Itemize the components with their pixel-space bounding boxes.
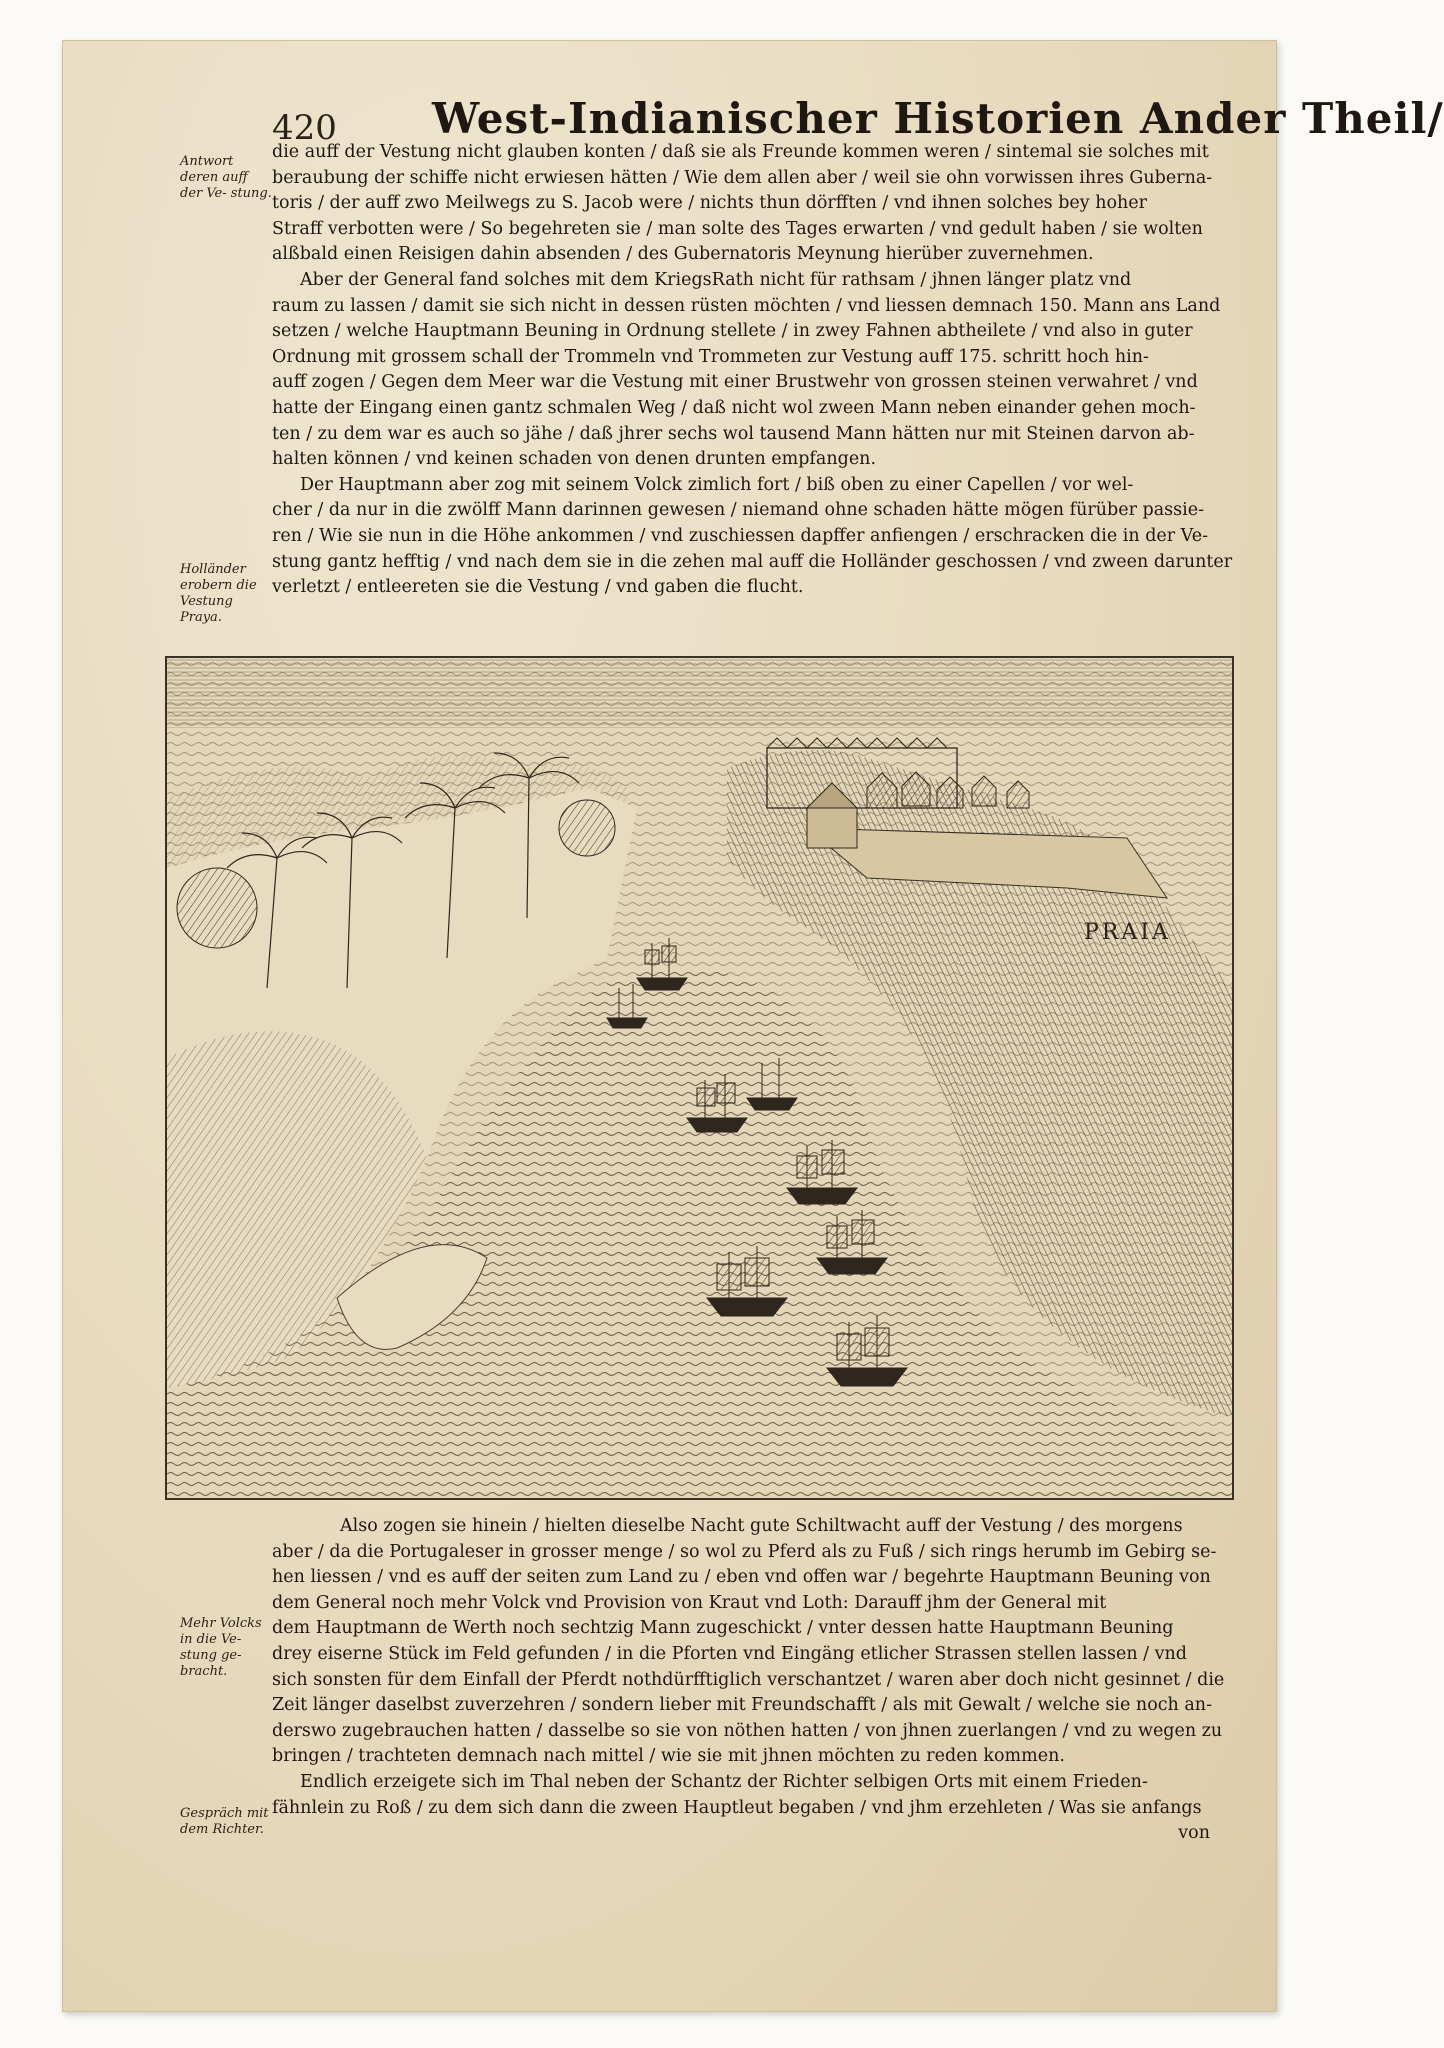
text-line: fähnlein zu Roß / zu dem sich dann die zween Hauptleut begaben / vnd jhm erzehleten / Was sie anfangs xyxy=(272,1797,1202,1818)
text-line: dem General noch mehr Volck vnd Provision von Kraut vnd Loth: Darauff jhm der General mit xyxy=(272,1592,1107,1613)
text-line: aber / da die Portugaleser in grosser menge / so wol zu Pferd als zu Fuß / sich rings herumb im Gebirg se- xyxy=(272,1541,1217,1562)
text-line: raum zu lassen / damit sie sich nicht in dessen rüsten möchten / vnd liessen demnach 150. Mann ans Land xyxy=(272,295,1221,316)
text-line: setzen / welche Hauptmann Beuning in Ordnung stellete / in zwey Fahnen abtheilete / vnd also in guter xyxy=(272,321,1193,342)
text-line: Straff verbotten were / So begehreten sie / man solte des Tages erwarten / vnd gedult haben / sie wolten xyxy=(272,218,1203,239)
engraving-illustration xyxy=(167,658,1232,1498)
text-line: hatte der Eingang einen gantz schmalen Weg / daß nicht wol zween Mann neben einander gehen moch- xyxy=(272,397,1196,418)
text-line: stung gantz hefftig / vnd nach dem sie in die zehen mal auff die Holländer geschossen / vnd zween darunter xyxy=(272,551,1233,572)
running-head: West-Indianischer Historien Ander Theil/ xyxy=(432,94,1444,143)
text-line: derswo zugebrauchen hatten / dasselbe so sie von nöthen hatten / von jhnen zuerlangen / vnd zu wegen zu xyxy=(272,1720,1223,1741)
top-text-block xyxy=(272,140,1233,601)
text-line: ten / zu dem war es auch so jähe / daß jhrer sechs wol tausend Mann hätten nur mit Steinen darvon ab- xyxy=(272,423,1195,444)
text-line: Ordnung mit grossem schall der Trommeln vnd Trommeten zur Vestung auff 175. schritt hoch hin- xyxy=(272,346,1149,367)
text-line: von xyxy=(1178,1823,1210,1844)
praia-label-wrap xyxy=(1084,920,1171,945)
margin-note-gespraech: Gespräch mit dem Richter. xyxy=(180,1806,269,1837)
text-line: halten können / vnd keinen schaden von denen drunten empfangen. xyxy=(272,449,877,470)
text-line: cher / da nur in die zwölff Mann darinnen gewesen / niemand ohne schaden hätte mögen fürüber passie- xyxy=(272,500,1204,521)
margin-note-mehr-volcks: Mehr Volcks in die Ve- stung ge- bracht. xyxy=(180,1616,262,1679)
text-line: toris / der auff zwo Meilwegs zu S. Jacob were / nichts thun dörfften / vnd ihnen solches bey hoher xyxy=(272,193,1148,214)
text-line: auff zogen / Gegen dem Meer war die Vestung mit einer Brustwehr von grossen steinen verwahret / vnd xyxy=(272,372,1198,393)
text-line: sich sonsten für dem Einfall der Pferdt nothdürfftiglich verschantzet / waren aber doch nicht gesinnet / die xyxy=(272,1669,1225,1690)
text-line: hen liessen / vnd es auff der seiten zum Land zu / eben vnd offen war / begehrte Hauptmann Beuning von xyxy=(272,1567,1211,1588)
text-line: Also zogen sie hinein / hielten dieselbe Nacht gute Schiltwacht auff der Vestung / des morgens xyxy=(340,1516,1183,1536)
text-line: verletzt / entleereten sie die Vestung / vnd gaben die flucht. xyxy=(272,577,804,598)
margin-note-answer: Antwort deren auff der Ve- stung. xyxy=(180,154,272,201)
text-line: drey eiserne Stück im Feld gefunden / in die Pforten vnd Eingäng etlicher Strassen stellen lassen / vnd xyxy=(272,1643,1187,1664)
text-line: ren / Wie sie nun in die Höhe ankommen / vnd zuschiessen dapffer anfiengen / erschracken die in der Ve- xyxy=(272,525,1208,546)
text-line: beraubung der schiffe nicht erwiesen hätten / Wie dem allen aber / weil sie ohn vorwissen ihres Guberna- xyxy=(272,167,1213,188)
margin-note-hollaender: Holländer erobern die Vestung Praya. xyxy=(180,562,257,625)
text-line: die auff der Vestung nicht glauben konten / daß sie als Freunde kommen weren / sintemal sie solches mit xyxy=(272,142,1209,162)
page-number: 420 xyxy=(272,108,337,148)
text-line: alßbald einen Reisigen dahin absenden / des Gubernatoris Meynung hierüber zuvernehmen. xyxy=(272,244,1094,265)
engraving-praia xyxy=(165,656,1234,1500)
praia-label: PRAIA xyxy=(1084,920,1171,945)
text-line: bringen / trachteten demnach nach mittel / wie sie mit jhnen möchten zu reden kommen. xyxy=(272,1746,1065,1767)
text-line: dem Hauptmann de Werth noch sechtzig Mann zugeschickt / vnter dessen hatte Hauptmann Beuning xyxy=(272,1618,1174,1639)
text-line: Aber der General fand solches mit dem KriegsRath nicht für rathsam / jhnen länger platz vnd xyxy=(300,269,1132,290)
text-line: Zeit länger daselbst zuverzehren / sondern lieber mit Freundschafft / als mit Gewalt / welche sie noch an- xyxy=(272,1695,1212,1716)
bottom-text-block xyxy=(272,1514,1225,1847)
text-line: Der Hauptmann aber zog mit seinem Volck zimlich fort / biß oben zu einer Capellen / vor wel- xyxy=(300,474,1134,495)
text-line: Endlich erzeigete sich im Thal neben der Schantz der Richter selbigen Orts mit einem Frieden- xyxy=(300,1771,1148,1792)
